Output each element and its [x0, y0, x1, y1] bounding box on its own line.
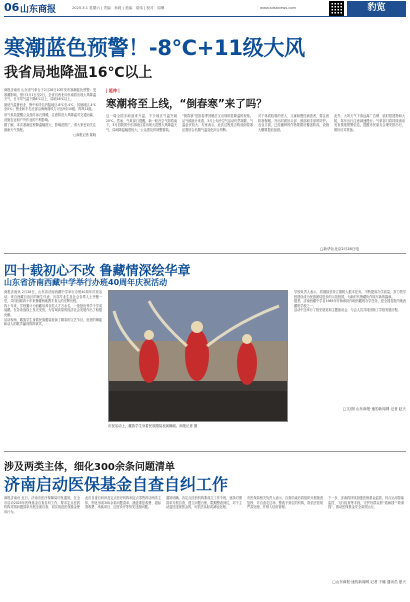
sidebar-column: “倒春寒”是指春季回暖后又出现明显降温的现象。从气候统计来看，3月上旬冷空气活动仍然频繁，气温起伏较大，专家表示，此次过程是否构成倒春寒还需结合后期气温变化综合判断。 [182, 114, 254, 132]
qr-code-icon [329, 1, 344, 16]
story1-paragraph: 商报济南讯 山东省气象台于2月28日10时发布寒潮蓝色预警：受寒潮影响，预计3月1日至2日，全省自西北向东南将出现大风降温天气，日平均气温下降8℃以上，局地16℃以上。 [4, 88, 96, 102]
story3-column: 市医保局相关负责人表示，自查结束后将组织开展抽查复核，对自查走过场、整改不到位的机构，将依法依规严肃处理，并纳入信用管理。 [247, 496, 323, 510]
story1-paragraph: 最低气温鲁西北、鲁中和半岛内陆地区-8℃至-4℃，其他地区-4℃至0℃；鲁北和半岛北部沿海海面风力可达9至10级，阵风11级。 [4, 102, 96, 112]
story3-column: 下一步，济南将持续加强医保基金监管，综合运用智能监控、飞行检查等手段，守护好群众的“看病钱”“救命钱”，推动医保基金安全高效运行。 [328, 496, 404, 510]
story3-body [4, 496, 406, 514]
headline-medical-insurance: 济南启动医保基金自查自纠工作 [4, 475, 229, 494]
news-photo [108, 290, 288, 422]
header-rule [4, 16, 406, 17]
story3-column: 商报济南讯 近日，济南市医疗保障局印发通知，在全市启动2025年医保基金自查自纠工作，要求定点医药机构对照问题清单开展全面自查，切实规范医保基金使用行为。 [4, 496, 80, 514]
story1-reporter: □商报记者 陈晓 [73, 133, 96, 138]
masthead [0, 0, 410, 18]
brand-logo: 豹览 [347, 1, 406, 16]
sidebar-reporter: □新华社北京2月28日电 [320, 247, 360, 251]
story2-paragraph: 活动现场，藏族学生身着民族服装表演了精彩的文艺节目，优美的舞姿和动人的歌声赢得阵阵掌声。 [4, 317, 102, 327]
story1-body [4, 88, 96, 139]
sidebar-column: 此外，大风天气下请远离广告牌、临时搭建物和大树，驾车出行注意减速慢行。气象部门将持续滚动发布预报预警信息，提醒市民朋友合理安排出行，做好应对准备。 [334, 114, 405, 132]
story2-reporter: □文/图 山东商报·速豹新闻网 记者 赵天 [342, 407, 406, 411]
story1-paragraph: 据了解，本次寒潮过程降温幅度大、影响范围广，请大家密切关注最新天气预报。 [4, 123, 96, 132]
paper-name: 山东商报 [20, 5, 57, 15]
website[interactable]: www.sdsbnews.com [260, 6, 297, 10]
headline-cold-wave: 寒潮蓝色预警！-8℃+11级大风 [4, 36, 305, 60]
story3-reporter: □山东商报·速豹新闻网 记者 于娜 通讯员 夏天 [332, 580, 406, 584]
issue-meta: 2025.3.1 星期六 | 责编：孙莉 | 美编：梁伟 | 校对：周琳 [72, 6, 165, 10]
sidebar-column: 对于体质较弱的老人、儿童和慢性病患者，要注意防寒保暖，外出时做好头部、颈部和手部的防护。农业方面，已经播种的作物要做好覆盖防冻，设施大棚要提前加固。 [258, 114, 329, 132]
sidebar-body [106, 114, 406, 132]
section-divider [4, 253, 406, 254]
sidebar-title: 寒潮将至上线，“倒春寒”来了吗？ [106, 98, 267, 110]
subheadline-tibet-school: 山东省济南西藏中学举行办班40周年庆祝活动 [4, 278, 168, 287]
story2-paragraph: 据悉，济南西藏中学自1985年开始承担内地西藏班办学任务，是全国首批内地西藏班学校之一。 [294, 299, 406, 308]
page-number: 06 [4, 1, 20, 14]
section-divider [4, 451, 406, 452]
story2-paragraph: 四十年来，学校累计为西藏培养各类人才万余名，一批批优秀学子学成返藏，在各条战线上发光发热，为雪域高原的经济社会发展作出了积极贡献。 [4, 303, 102, 317]
story2-paragraph: 商报济南讯 2月28日，山东省济南西藏中学举行办班40周年庆祝活动。来自西藏自治区的师生代表、历届毕业生及社会各界人士齐聚一堂，共同回顾四十年来鲁藏两地携手育人的光辉历程。 [4, 290, 102, 304]
sidebar-tag: | 延伸 | [106, 88, 120, 93]
story2-paragraph: 活动中还举行了校史展览和主题座谈会，与会人员共同回顾了学校发展历程。 [294, 308, 401, 313]
subheadline-cold-wave: 我省局地降温16℃以上 [4, 65, 153, 81]
story1-paragraph: 省气象局提醒公众及时添衣保暖，注意防范大风降温对交通运输、设施农业和户外作业的不利影响。 [4, 112, 96, 122]
dance-photo-illustration [109, 291, 288, 422]
story2-paragraph: 学校负责人表示，将继续坚持立德树人根本任务，不断提高办学质量，努力把学校建设成为民族团结进步的示范校园，为新时代鲁藏协作续写新的篇章。 [294, 290, 406, 299]
photo-caption: 庆祝活动上，藏族学生身着民族服装表演舞蹈。商报记者 摄 [108, 424, 198, 428]
story2-body-left [4, 290, 102, 327]
subheadline-medical-insurance: 涉及两类主体，细化300余条问题清单 [4, 462, 175, 473]
story2-body-right [294, 290, 406, 313]
headline-tibet-school: 四十载初心不改 鲁藏情深绘华章 [4, 264, 191, 279]
story3-column: 此次自查自纠涉及定点医疗机构和定点零售药店两类主体，细化形成300余条问题清单，涵盖重复收费、超标准收费、串换项目、过度诊疗等常见违规问题。 [85, 496, 161, 510]
story3-column: 通知明确，各定点医药机构要成立工作专班，逐条对照清单开展自查，建立问题台账，限期整改到位，对于主动退回违规资金的，可依法从轻或减轻处理。 [166, 496, 242, 510]
sidebar-column: 这一周全国多地迎来升温，不少地区气温突破20℃。然而，气象部门提醒，新一轮冷空气即将南下，3月初我国中东部地区将出现大范围大风降温天气，局地降温幅度较大，公众需及时调整着装。 [106, 114, 178, 132]
